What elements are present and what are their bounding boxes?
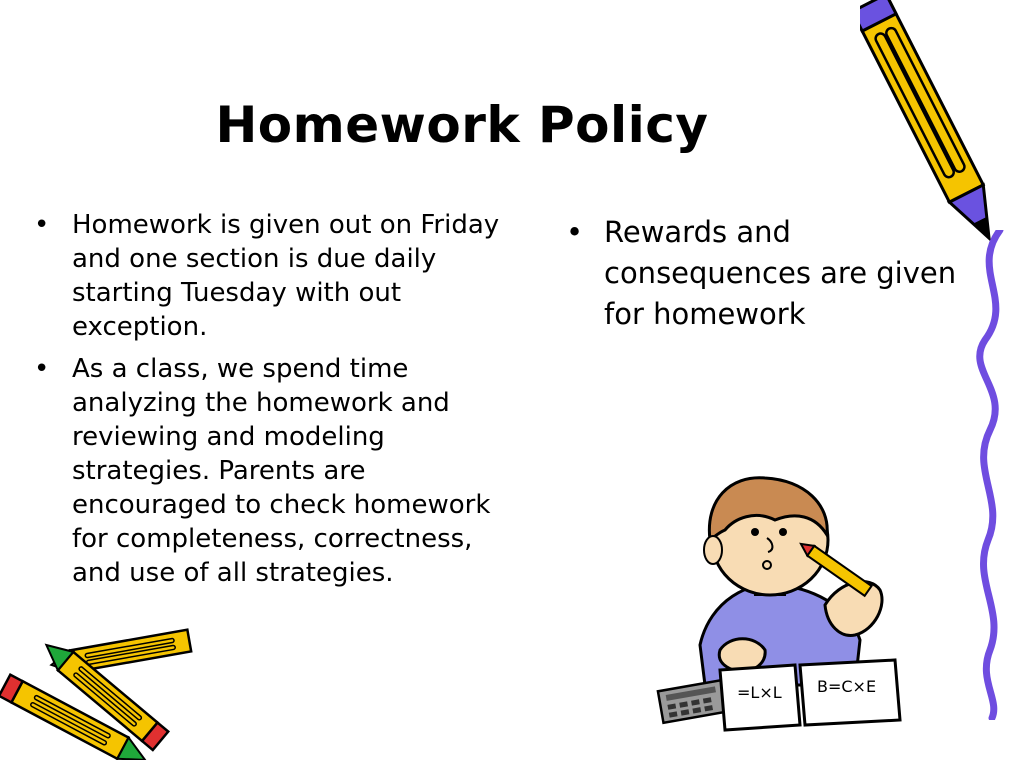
list-item [560,212,960,335]
bullet-marker: • [34,210,50,240]
book-left-text: =L×L [737,683,782,702]
squiggle-line [960,230,1020,720]
list-item [28,352,508,590]
student-icon [655,470,905,740]
bullet-marker: • [34,354,50,384]
bullet-marker: • [566,215,584,249]
list-item [28,208,508,344]
right-bullet-list [560,212,960,343]
bullet-text: Homework is given out on Friday and one section is due daily starting Tuesday with out exception. [72,210,500,342]
bullet-text: Rewards and consequences are given for homework [604,215,957,331]
left-bullet-list [28,208,508,598]
book-right-text: B=C×E [817,677,877,696]
pencils-icon [0,610,210,760]
slide-title: Homework Policy [215,95,709,154]
bullet-text: As a class, we spend time analyzing the homework and reviewing and modeling strategies. Parents are encouraged to check homework for completeness, correctness, and use of all strategies. [72,354,491,588]
